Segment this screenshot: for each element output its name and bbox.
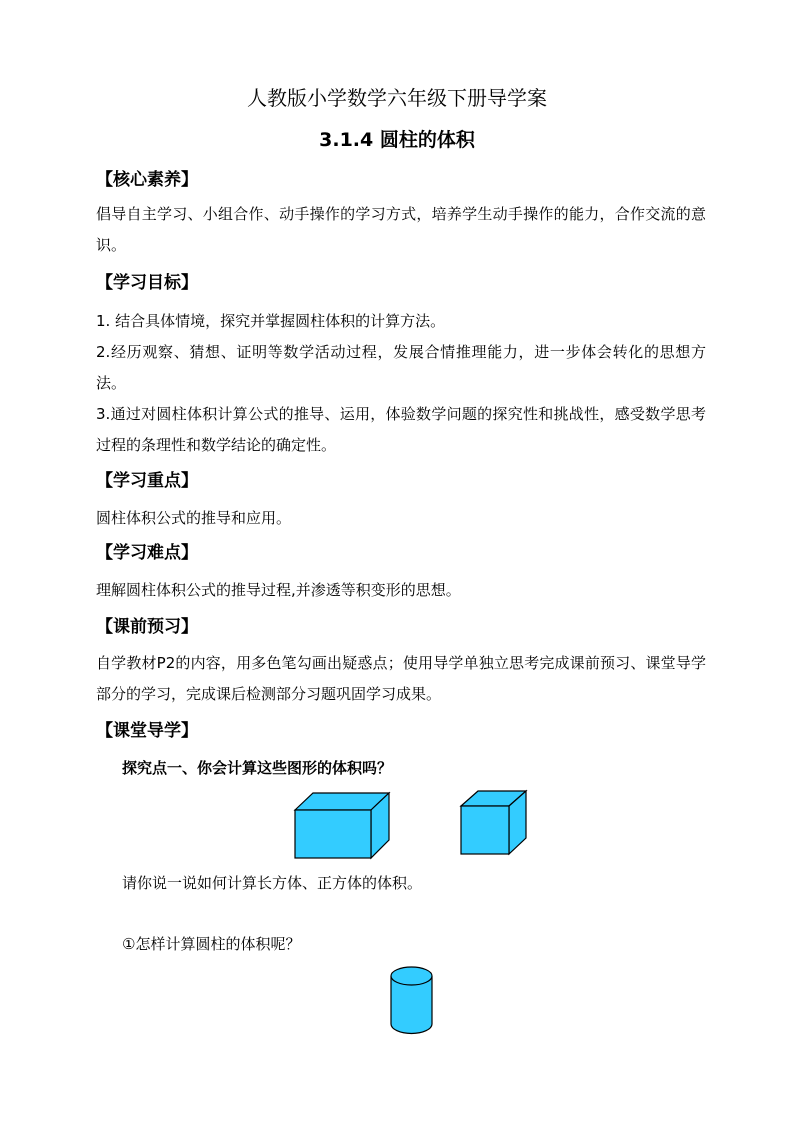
preview-heading: 【课前预习】 xyxy=(96,617,198,637)
cuboid-figure xyxy=(294,792,390,860)
difficulty-heading: 【学习难点】 xyxy=(96,543,198,563)
cuboid-cube-prompt: 请你说一说如何计算长方体、正方体的体积。 xyxy=(122,874,423,892)
goal-item-2: 2.经历观察、猜想、证明等数学活动过程，发展合情推理能力，进一步体会转化的思想方法。 xyxy=(96,343,706,392)
difficulty-text: 理解圆柱体积公式的推导过程,并渗透等积变形的思想。 xyxy=(96,581,461,599)
document-title: 人教版小学数学六年级下册导学案 xyxy=(247,86,547,110)
goal-item-3: 3.通过对圆柱体积计算公式的推导、运用，体验数学问题的探究性和挑战性，感受数学思考过程的条理性和数学结论的确定性。 xyxy=(96,405,706,454)
cylinder-question: ①怎样计算圆柱的体积呢？ xyxy=(122,935,301,953)
cylinder-figure xyxy=(390,966,434,1036)
goals-heading: 【学习目标】 xyxy=(96,273,198,293)
explore-point-title: 探究点一、你会计算这些图形的体积吗？ xyxy=(122,759,393,777)
classroom-heading: 【课堂导学】 xyxy=(96,721,198,741)
cube-figure xyxy=(460,790,528,856)
preview-text: 自学教材P2的内容，用多色笔勾画出疑惑点；使用导学单独立思考完成课前预习、课堂导学部分的学习，完成课后检测部分习题巩固学习成果。 xyxy=(96,654,706,703)
key-text: 圆柱体积公式的推导和应用。 xyxy=(96,509,292,527)
lesson-title: 3.1.4 圆柱的体积 xyxy=(319,129,475,151)
core-text: 倡导自主学习、小组合作、动手操作的学习方式，培养学生动手操作的能力，合作交流的意识。 xyxy=(96,205,706,254)
key-heading: 【学习重点】 xyxy=(96,471,198,491)
goal-item-1: 1. 结合具体情境，探究并掌握圆柱体积的计算方法。 xyxy=(96,312,446,330)
core-heading: 【核心素养】 xyxy=(96,170,198,190)
